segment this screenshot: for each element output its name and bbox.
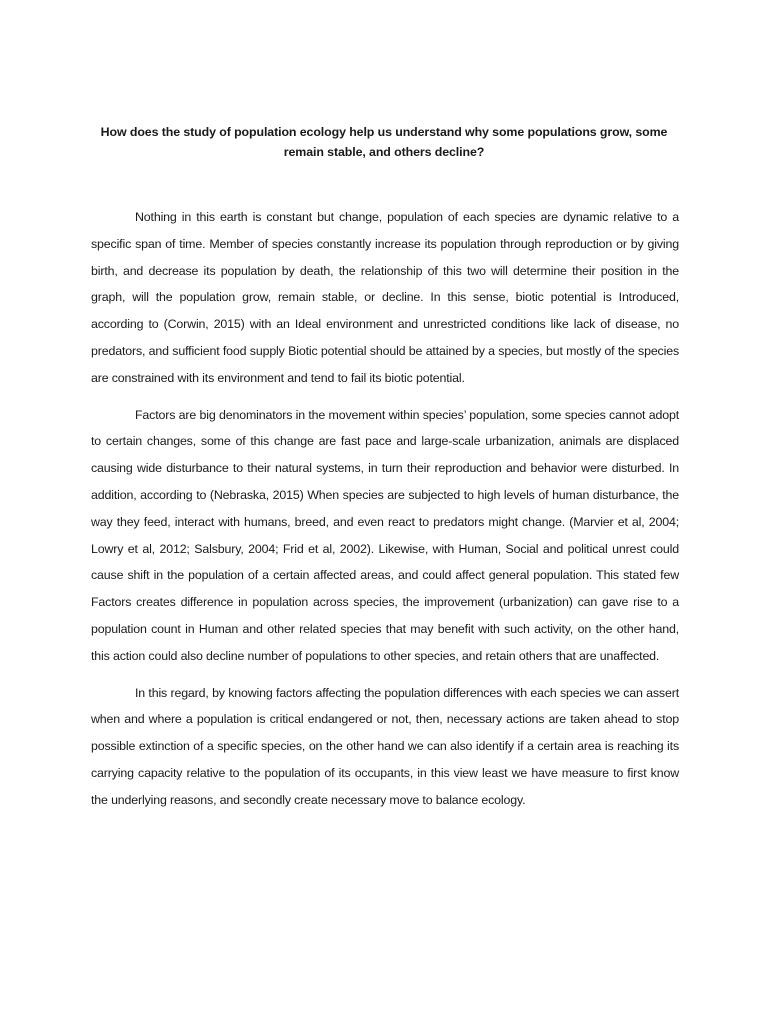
document-body <box>91 204 679 824</box>
paragraph-3: In this regard, by knowing factors affecting the population differences with each species we can assert when and where a population is critical endangered or not, then, necessary actions are taken ahead to stop possible extinction of a specific species, on the other hand we can also identify if a certain area is reaching its carrying capacity relative to the population of its occupants, in this view least we have measure to first know the underlying reasons, and secondly create necessary move to balance ecology. <box>91 685 679 807</box>
paragraph-2: Factors are big denominators in the movement within species’ population, some species cannot adopt to certain changes, some of this change are fast pace and large-scale urbanization, animals are displaced causing wide disturbance to their natural systems, in turn their reproduction and behavior were disturbed. In addition, according to (Nebraska, 2015) When species are subjected to high levels of human disturbance, the way they feed, interact with humans, breed, and even react to predators might change. (Marvier et al, 2004; Lowry et al, 2012; Salsbury, 2004; Frid et al, 2002). Likewise, with Human, Social and political unrest could cause shift in the population of a certain affected areas, and could affect general population. This stated few Factors creates difference in population across species, the improvement (urbanization) can gave rise to a population count in Human and other related species that may benefit with such activity, on the other hand, this action could also decline number of populations to other species, and retain others that are unaffected. <box>91 407 679 663</box>
paragraph-1: Nothing in this earth is constant but change, population of each species are dynamic relative to a specific span of time. Member of species constantly increase its population through reproduction or by giving birth, and decrease its population by death, the relationship of this two will determine their position in the graph, will the population grow, remain stable, or decline. In this sense, biotic potential is Introduced, according to (Corwin, 2015) with an Ideal environment and unrestricted conditions like lack of disease, no predators, and sufficient food supply Biotic potential should be attained by a species, but mostly of the species are constrained with its environment and tend to fail its biotic potential. <box>91 210 679 385</box>
document-title: How does the study of population ecology help us understand why some populations grow, some remain stable, and others decline? <box>100 125 668 159</box>
